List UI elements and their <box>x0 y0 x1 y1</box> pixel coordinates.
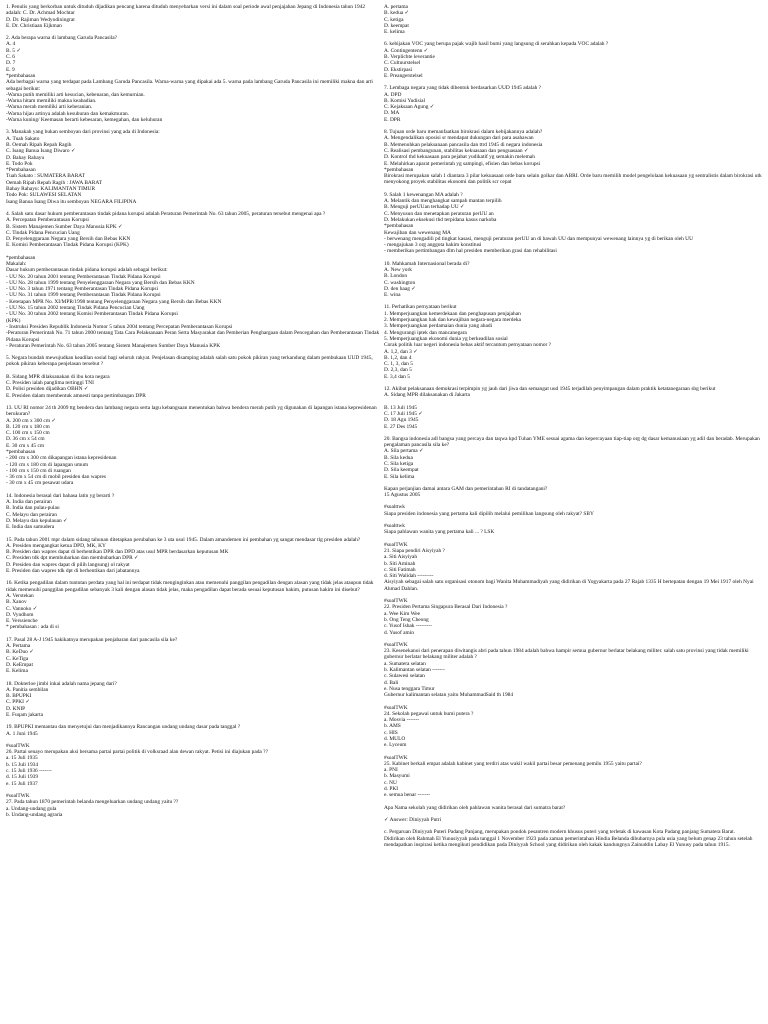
question-block: Kapan perjanjian damai antara GAM dan pemerintahan RI di tandatangani? 15 Agustus 2005 <box>384 485 548 499</box>
question-block: 8. Tujuan orde baru memanfaatkan birokrasi dalam kebijakannya adalah? A. Mengendalikan oposisi sr mendapat dukungan dari para asahawan B. Memenuhkan pelaksanaan pancasila dan ttrd 1945 di negara indonesia C. Realisasi pembangunan, stabilitas kekuasaan dan penguasaan ✓ D. Kontrol thd kekuasaan para pejabat yudikatif yg semakin melemah E. Melahirkan aparat pemerintah yg sampingi, efisien dan bebas korupsi *pembahasan Birokrasi merupakan salah 1 diantara 3 pilar kekuasaan orde baru selain golkar dan ABRI. Orde baru memilih model pengelolaan kekuasaan yg sentralistis dalam birokrasi utk menyokong proyek stabilitas ekonomi dan politik scr cepat <box>384 129 762 186</box>
question-block: #soalTWK 26. Partai senayo merupakan aksi bersama partai partai politik di volksraad alan dewan rakyat. Petisi ini diajukan pada ?? a. 15 Juli 1935 b. 15 Juli 1934 c. 15 Juli 1936 ------- d. 15 Juli 1939 e. 15 Juli 1937 <box>6 742 268 787</box>
question-block: 5. Negara bundah mewujudkan keadilan sosial bagi seluruh rakyat. Penjelasan disamping adalah salah satu pokok pikiran yang terkandung dalam pembukaan UUD 1945, pokok pikiran keberapa penjelasan tersebut ? <box>6 355 375 368</box>
question-block: 13. UU RI nomor 24 th 2009 ttg bendera dan lambang negara serta lagu kebangsaan menentukan bahwa bendera merah putih yg digunakan di lapangan istana kepresidenan berukuran? A. 200 cm x 300 cm ✓ B. 120 cm x 180 cm C. 100 cm x 150 cm D. 36 cm x 54 cm E. 30 cm x 45 cm *pembahasan - 200 cm x 300 cm dikapangan istana kepresidenan - 120 cm x 180 cm di lapangan umum - 100 cm x 150 cm di ruangan - 36 cm x 54 cm di mobil presiden dan wapres - 30 cm x 45 cm pesawat udara <box>6 404 377 487</box>
question-block: A. pertama B. kedua ✓ C. ketiga D. keempat E. kelima <box>384 4 410 36</box>
question-block: 17. Pasal 28 A-J 1945 hakikatnya merupakan penjabaran dari pancasila sila ke? A. Pertama B. KeDuo ✓ C. KeTiga D. KeEmpat E. Kelima <box>6 636 178 675</box>
question-block: 18. Dokterloe jimbi inkai adalah nama jepang dari? A. Panitia sembilan B. BPUPKI C. PPKI ✓ D. KNIP E. Fuqam jakarta <box>6 680 117 718</box>
question-block: c. Pergaruan Diniyyah Puteri Padang Panjang, merupakan pondok pesantren modern khusus puteri yang terletak di kawasan Kota Padang panjang Sumatera Barat. Didirikan oleh Rahmah El Yunusiyyah pada tanggal 1 November 1923 pada zaman pemerintahan Hindia Belanda dibubarnya pula usia yang belum genap 23 tahun setelah mendapatkan inspirasi ketika mengikuti pendidikan pada Diniyyah School yang didirikan oleh kakak kandungnya Zainuddin Labay El Yunusy pada tahun 1915. <box>384 829 753 848</box>
question-block: Apa Nama sekolah yang didirikan oleh pahlawan wanita berasal dari sumatra barat? <box>384 804 566 811</box>
question-block: 19. BPUPKI memantau dan menyetujui dan menjadikannya Rancangan undang undang dasar pada tanggal ? A. 1 Juni 1945 <box>6 724 241 737</box>
question-block: #soalttwk Siapa pahlawan wanita yang pertama kali ... ? LSK <box>384 523 495 536</box>
question-block: 4. Salah satu dasar hukum pemberantasan tindak pidana korupsi adalah Peraturan Pemerintah No. 63 tahun 2005, peraturan tersebut mengenai apa ? A. Percepatan Pemberantasan Korupsi B. Sistem Manajemen Sumber Daya Manusia KPK ✓ C. Tindak Pidana Pencucian Uang D. Penyelenggaraan Negara yang Bersih dan Bebas KKN E. Komisi Pemberantasan Tindak Pidana Korupsi (KPK) <box>6 210 326 249</box>
question-block: B. Sidang MPR dilaksanakan di ibu kota negara C. Presiden ialah panglima tertinggi TNI D. Polisi presiden dijadikan OBHN ✓ E. Presiden dalam membentuk amnesti tanpa pertimbangan DPR <box>6 373 146 399</box>
question-block: #soalTWK 24. Sekolah pegawai untuk bumi putera ? a. Mosvia ------- b. AMS c. HIS d. MULO e. Lyceum <box>384 704 474 749</box>
left-column <box>6 4 382 824</box>
question-block: B. 13 Juli 1945 C. 17 Juli 1945 ✓ D. 18 Agu 1945 E. 27 Des 1945 <box>384 404 423 430</box>
question-block: *pembahasan Makalah: Dasar hukum pemberantasan tindak pidana korupsi adalah sebagai berikut: - UU No. 20 tahun 2001 tentang Pemberantasan Tindak Pidana Korupsi - UU No. 28 tahun 1999 tentang Penyelenggaraan Negara yang Bersih dan Bebas KKN - UU No. 3 tahun 1971 tentang Pemberantasan Tindak Pidana Korupsi - UU No. 31 tahun 1999 tentang Pemberantasan Tindak Pidana Korupsi - Ketetapan MPR No. XI/MPR/1998 tentang Penyelenggaraan Negara yang Bersih dan Bebas KKN - UU No. 15 tahun 2002 tentang Tindak Pidana Pencucian Uang - UU No. 30 tahun 2002 tentang Komisi Pemberantasan Tindak Pidana Korupsi (KPK) - Instruksi Presiden Republik Indonesia Nomor 5 tahun 2004 tentang Percepatan Pemberantasan Korupsi -Peraturan Pemerintah No. 71 tahun 2000 tentang Tata Cara Pelaksanaan Peran Serta Masyarakat dan Pemberian Penghargaan dalam Pencegahan dan Pemberantasan Tindak Pidana Korupsi - Peraturan Pemerintah No. 63 tahun 2005 tentang Sistem Manajemen Sumber Daya Manusia KPK <box>6 254 380 349</box>
question-block: #soalTWK 21. Siapa pendiri Aisyiyah ? a. Siti Aisyiyah b. Siti Aminah c. Siti Fatimah d. Siti Walidah --------- Aisyiyah sebagai salah satu organisasi otonom bagi Wanita Muhammadiyah yang didirikan di Yogyakarta pada 27 Rajab 1335 H bertepatan dengan 19 Mei 1917 oleh Nyai Ahmad Dahlan. <box>384 541 754 592</box>
question-block: 6. kebijakan VOC yang berupa pajak wajib hasil bumi yang langsung di serahkan kepada VOC adalah ? A. Contingentenn ✓ B. Verplichte leverantie C. Cultuurstelsel D. Ekstirpasi E. Preangerstelsel <box>384 41 609 79</box>
question-block: #soalTWK 25. Kabinet berkali empat adalah kabinet yang terdiri atas wakil wakil partai besar pemenang pemilu 1955 yaitu partai? a. PNI b. Masyumi c. NU d. PKI e. semua benar ------- <box>384 754 642 799</box>
question-block: 15. Pada tahun 2001 mpr dalam sidang tahunan ditetapkan perubahan ke 3 uta usul 1945. Dalam amandemen ini pembahan yg sangat mendasar tlg presiden adalah? A. Presiden mengangkat ketua DPD, MK, KY B. Presiden dan wapres dapat di berhentikan DPR dan DPD atas usul MPR berdasarkan keputusan MK C. Presiden tdk dpt membubarkan dan membubarkan DPR ✓ D. Presiden dan wapres dapat di pilih langsung) ol rakyat E. Presiden dan wapres tdk dpt di berhentikan dari jabatannya <box>6 536 361 575</box>
question-block: 10. Mahkamah Internasional berada di? A. New york B. London C. washington D. den haag ✓ E. wina <box>384 260 470 299</box>
question-block: #soalTWK 23. Kesenekanoi dari penerapan diwitangis abri pada tahun 1984 adalah bahwa hampir semua gubernur berlatar belakang militer. salah satu provinsi yang tidak memiliki gubernur berlatar belakang militer adalah ? a. Sumatera selatan b. Kalimantan selatan ------- c. Sulawesi selatan d. Bali e. Nusa tenggara Timur Gubernur kalimantan selatan yaitu MuhammadSaid th 1984 <box>384 641 749 699</box>
question-block: #soalTWK 27. Pada tahun 1870 pemerintah belanda mengeluarkan undang undang yaitu ?? a. Undang-undang gula b. Undang-undang agraria <box>6 792 179 818</box>
question-block: 16. Ketika pengadilan dalam tuntutan perdata yang hal ini terdapat tidak menginginkan atau memenuhi panggilan pengadilan dengan alasan yang tidak jelas ataupun tidak tidak memenuhi panggilan pengadilan sebanyak 3 kali dengan alasan tidak jelas, maka pengadilan dapat berada sesuai keputusan hakim, putusan hakim ini disebut? A. Verstekan B. Xanov C. Vannoko ✓ D. Vyndhom E. Verssienche * pembahasan : ada di si <box>6 580 374 631</box>
question-block: 9. Salah 1 kewenangan MA adalah ? A. Melantik dan menghangkat sampah mantan terpilih B. Menguji perUUan terhadap UU ✓ C. Menyusun dan menetapkan peraturan perUU an D. Melakukan eksekusi thd terpidana kasus narkoba *pembahasan Kewajiban dan wewenang MA - berwenang mengadili pd tingkat kasasi, menguji peraturan perUU an di bawah UU dan mempunyai wewenang lainnya yg di berikan oleh UU - mengajukan 3 org anggota hakim konstitusi - memberikan pertimbangan dlm hal presiden memberikan grasi dan rehabilitasi <box>384 191 693 255</box>
question-block: 11. Perhatikan pernyataan berikut 1. Memperjuangkan kemerdekaan dan penghapusan penjajahan 2. Memperjuangkan hak dan kewajiban negara-negara merdeka 3. Memperjuangkan perdamaian dunia yang abadi 4. Mengurangi iptek dan mancanegara 5. Memperjuangkan ekonomi dunia yg berkeadilan sosial Corak politik luar negeri indonesia bebas aktif tercantum pernyataan nomor ? A. 1,2, dan 3 ✓ B. 1,2, dan 4 C. 1, 3, dan 5 D. 2,3, dan 5 E. 3,4 dan 5 <box>384 304 552 380</box>
question-block: #soalTWK 22. Presiden Pertama Singapura Berasal Dari Indonesia ? a. Wee Kim Wee b. Ong Teng Cheong c. Yusof Ishak --------- d. Yusof amin <box>384 598 508 636</box>
question-block: #soalttwk Siapa presiden indonesia yang pertama kali dipilih melalui pemilihan langsung oleh rakyat? SBY <box>384 504 594 517</box>
right-column <box>384 4 764 854</box>
question-block: 1. Penulis yang berkorban untuk dituduh dijadikan pencang karena dituduh menyebarkan versi ini dalam soal periode awal penjajahan Jepang di Indonesia tahun 1942 adalah: C. Dr. Achmad Mochtar D. Dr. Rajiman Wedyodiningrat E. Dr. Christiaan Eijkman <box>6 4 366 29</box>
question-block: 3. Manakah yang bukan semboyan dari provinsi yang ada di Indonesia: A. Tuah Sakato B. Oemah Ripah Repah Ragih C. Isang Banua Isang Diwaro ✓ D. Bahay Rahayu E. Todo Pok *Pembahasan Tuah Sakato : SUMATERA BARAT Oemah Ripah Repah Ragih : JAWA BARAT Bahay Rahayu: KALIMANTAN TIMUR Todo Pok: SULAWESI SELATAN Isang Banua Isang Diwa itu semboyan NEGARA FILIPINA <box>6 129 160 205</box>
question-block: ✓ Answer: Diniyyah Putri <box>384 816 442 823</box>
question-block: 20. Bangsa indonesia adl bangsa yang percaya dan taqwa kpd Tuhan YME sesuai agama dan kepercayaan tiap-tiap org dg dasar kemanusiaan yg adil dan beradab. Merupakan pengalaman pancasila sila ke? A. Sila pertama ✓ B. Sila kedua C. Sila ketiga D. Sila keempat E. Sila kelima <box>384 435 760 480</box>
question-block: 2. Ada berapa warna di lambang Garuda Pancasila? A. 4 B. 5 ✓ C. 6 D. 7 E. 9 *pembahasan Ada berbagai warna yang terdapat pada Lambang Garuda Pancasila. Warna-warna yang dipakai ada 5. warna pada lambang Garuda Pancasila ini memiliki makna dan arti sebagai berikut: -Warna putih memiliki arti kesucian, kebenaran, dan kemurnian. -Warna hitam memiliki makna keabadian. -Warna merah memiliki arti keberanian. -Warna hijau artinya adalah kesuburan dan kemakmuran. -Warna kuning/ Keemasan berarti kebesaran, kemegahan, dan keluhuran <box>6 35 373 124</box>
question-block: 14. Indonesia berasal dari bahasa latin yg berarti ? A. India dan perairan B. India dan pulau-pulau C. Melayu dan perairan D. Melayu dan kepulauan ✓ E. India dan samudera <box>6 492 115 531</box>
question-block: 7. Lembaga negara yang tidak dibentuk berdasarkan UUD 1945 adalah ? A. DPD B. Komisi Yudisial C. Kejaksaan Agung ✓ D. MA E. DPR <box>384 85 542 123</box>
question-block: 12. Akibat pelaksanaan demokrasi terpimpin yg jauh dari jiwa dan semangat uud 1945 terjadilah penyimpangan dalam praktik ketatanegaraan sbg berikut A. Sidang MPR dilaksanakan di Jakarta <box>384 386 716 399</box>
